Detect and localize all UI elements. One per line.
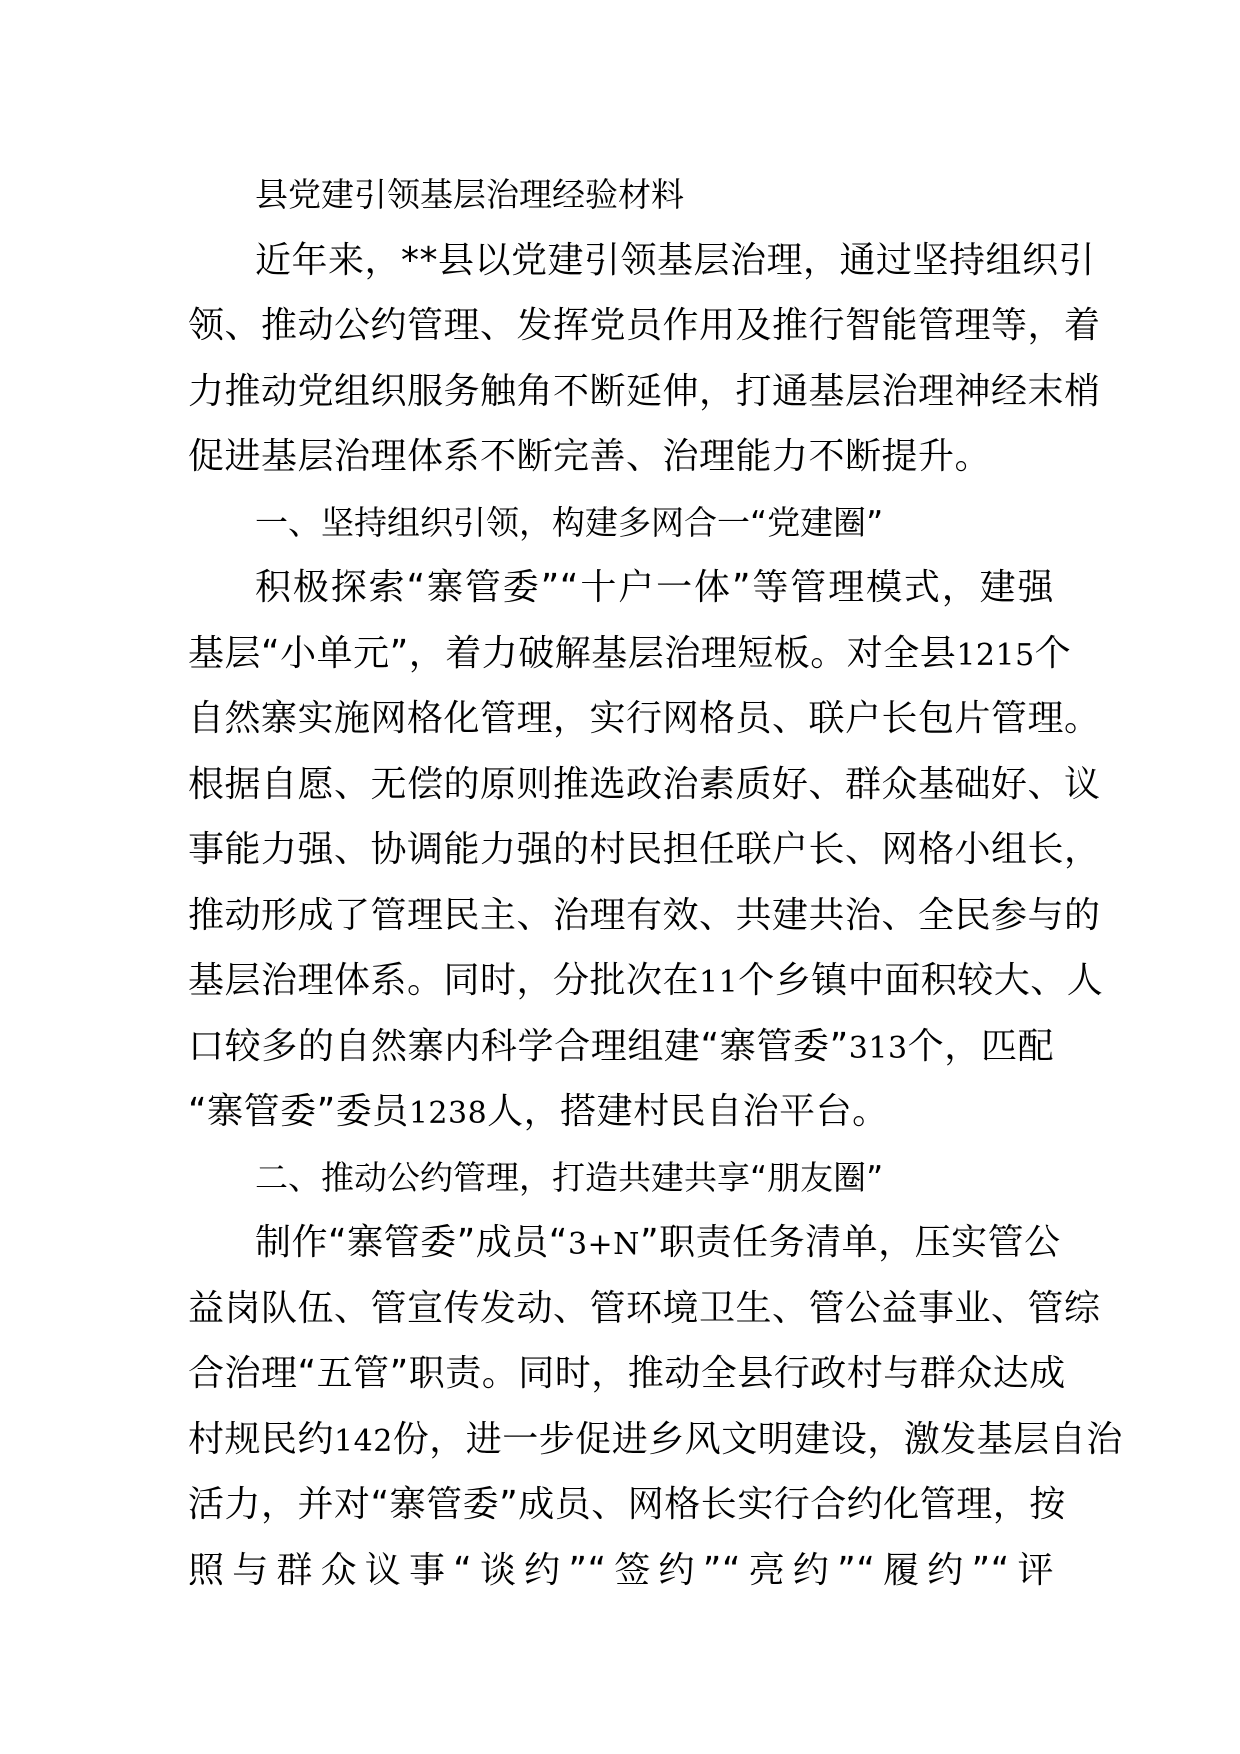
paragraph-1-line-2: 领、推动公约管理、发挥党员作用及推行智能管理等，着 — [188, 305, 1101, 346]
paragraph-3-line-2: 益岗队伍、管宣传发动、管环境卫生、管公益事业、管综 — [188, 1287, 1101, 1329]
paragraph-2-line-4: 根据自愿、无偿的原则推选政治素质好、群众基础好、议 — [188, 763, 1101, 805]
paragraph-1-line-1: 近年来，**县以党建引领基层治理，通过坚持组织引 — [255, 239, 1096, 281]
paragraph-1-line-4: 促进基层治理体系不断完善、治理能力不断提升。 — [188, 436, 992, 477]
paragraph-3-line-4: 村规民约142份，进一步促进乡风文明建设，激发基层自治 — [188, 1418, 1123, 1460]
paragraph-1-line-3: 力推动党组织服务触角不断延伸，打通基层治理神经末梢 — [188, 370, 1101, 412]
paragraph-2-line-6: 推动形成了管理民主、治理有效、共建共治、全民参与的 — [188, 894, 1101, 936]
paragraph-3-line-1: 制作“寨管委”成员“3+N”职责任务清单，压实管公 — [255, 1222, 1061, 1263]
paragraph-3-line-3: 合治理“五管”职责。同时，推动全县行政村与群众达成 — [188, 1353, 1066, 1394]
section-heading-2: 二、推动公约管理，打造共建共享“朋友圈” — [255, 1157, 884, 1197]
paragraph-2-line-2: 基层“小单元”，着力破解基层治理短板。对全县1215个 — [188, 632, 1072, 674]
paragraph-3-line-5: 活力，并对“寨管委”成员、网格长实行合约化管理，按 — [188, 1484, 1066, 1525]
document-title: 县党建引领基层治理经验材料 — [255, 175, 684, 214]
paragraph-2-line-3: 自然寨实施网格化管理，实行网格员、联户长包片管理。 — [188, 698, 1101, 739]
paragraph-2-line-7: 基层治理体系。同时，分批次在11个乡镇中面积较大、人 — [188, 960, 1104, 1001]
paragraph-2-line-5: 事能力强、协调能力强的村民担任联户长、网格小组长， — [188, 829, 1101, 870]
paragraph-2-line-8: 口较多的自然寨内科学合理组建“寨管委”313个，匹配 — [188, 1025, 1054, 1067]
paragraph-2-line-1: 积极探索“寨管委”“十户一体”等管理模式，建强 — [255, 567, 1054, 608]
paragraph-2-line-9: “寨管委”委员1238人，搭建村民自治平台。 — [188, 1091, 889, 1132]
section-heading-1: 一、坚持组织引领，构建多网合一“党建圈” — [255, 502, 884, 542]
document-body — [188, 172, 1123, 1613]
paragraph-3-line-6: 照与群众议事“谈约”“签约”“亮约”“履约”“评 — [188, 1549, 1054, 1591]
